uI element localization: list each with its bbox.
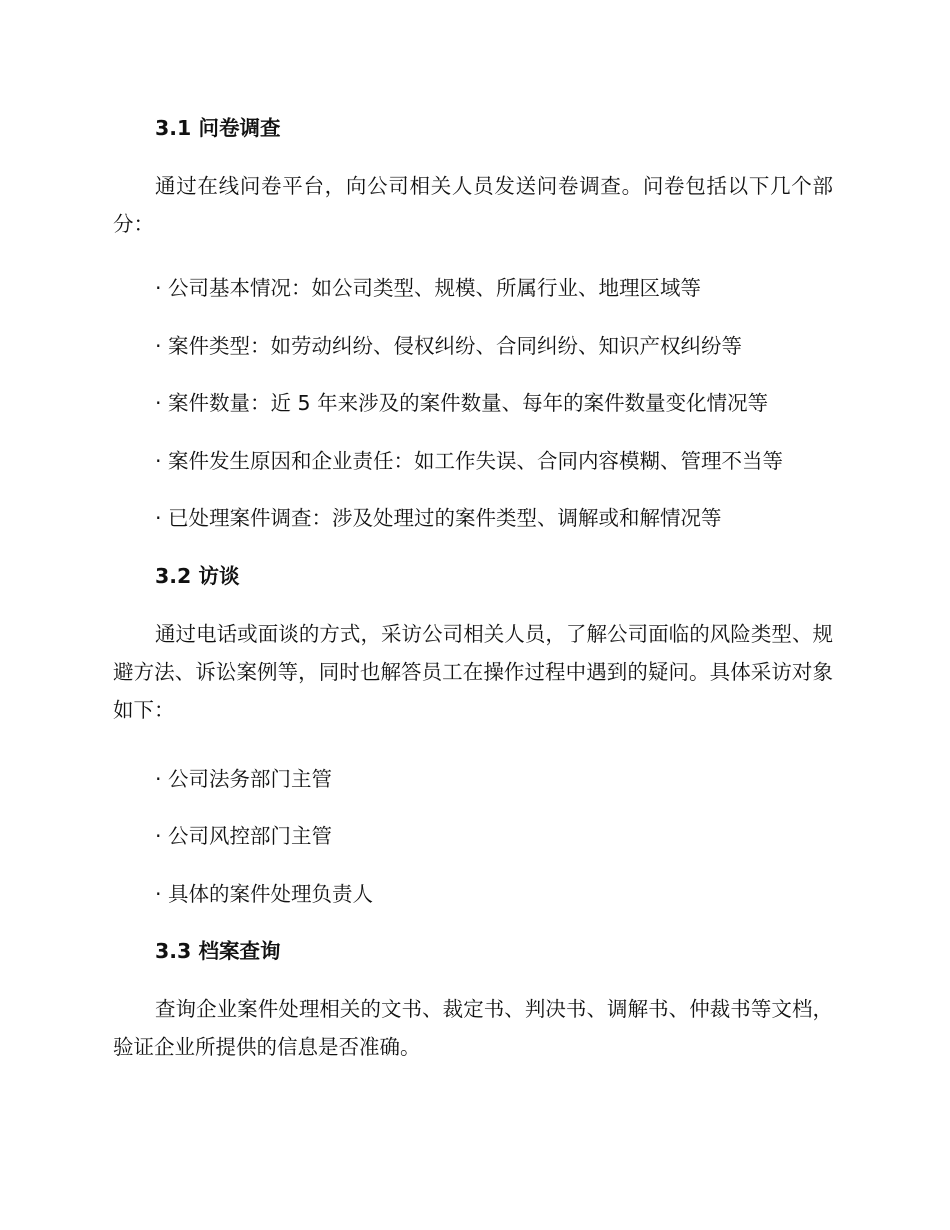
list-item: · 案件数量：近 5 年来涉及的案件数量、每年的案件数量变化情况等 — [155, 391, 769, 415]
section-intro-3-3: 查询企业案件处理相关的文书、裁定书、判决书、调解书、仲裁书等文档，验证企业所提供的信息是否准确。 — [113, 997, 833, 1059]
list-item: · 公司风控部门主管 — [155, 824, 333, 848]
list-item: · 案件发生原因和企业责任：如工作失误、合同内容模糊、管理不当等 — [155, 449, 784, 473]
list-item: · 已处理案件调查：涉及处理过的案件类型、调解或和解情况等 — [155, 506, 722, 530]
section-heading-3-2: 3.2 访谈 — [155, 564, 240, 588]
section-intro-3-1: 通过在线问卷平台，向公司相关人员发送问卷调查。问卷包括以下几个部分： — [113, 174, 833, 236]
section-heading-3-1: 3.1 问卷调查 — [155, 116, 281, 140]
list-item: · 案件类型：如劳动纠纷、侵权纠纷、合同纠纷、知识产权纠纷等 — [155, 334, 743, 358]
list-item: · 公司基本情况：如公司类型、规模、所属行业、地理区域等 — [155, 276, 702, 300]
section-heading-3-3: 3.3 档案查询 — [155, 939, 281, 963]
section-intro-3-2: 通过电话或面谈的方式，采访公司相关人员，了解公司面临的风险类型、规避方法、诉讼案例等，同时也解答员工在操作过程中遇到的疑问。具体采访对象如下： — [113, 622, 833, 722]
list-item: · 公司法务部门主管 — [155, 767, 333, 791]
list-item: · 具体的案件处理负责人 — [155, 882, 374, 906]
